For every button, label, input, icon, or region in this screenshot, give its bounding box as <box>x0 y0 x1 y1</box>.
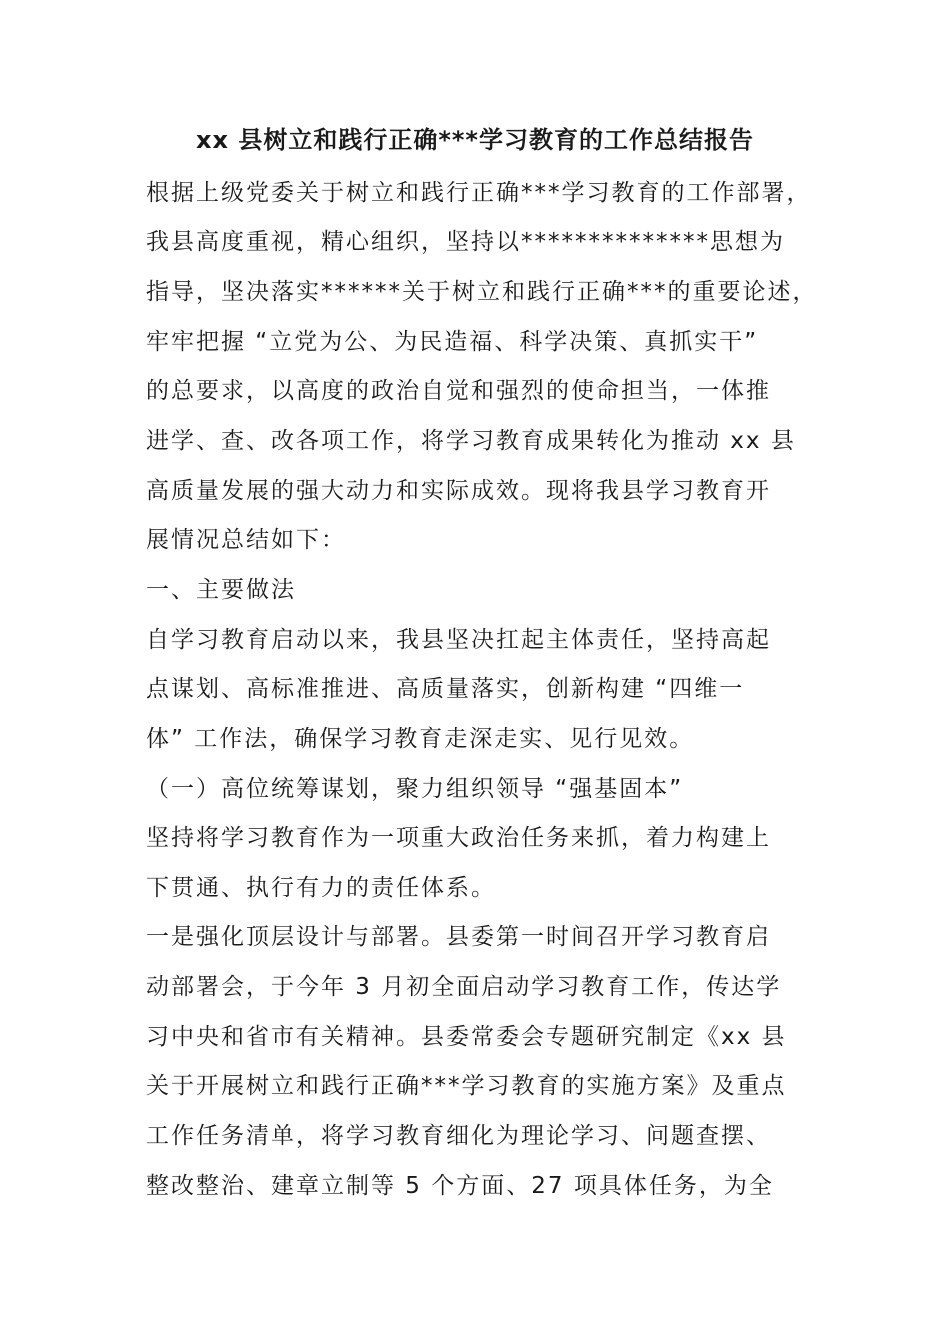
paragraph-line: 下贯通、执行有力的责任体系。 <box>146 875 496 901</box>
section-heading: 一、主要做法 <box>146 577 296 603</box>
paragraph-line: 指导，坚决落实******关于树立和践行正确***的重要论述， <box>146 279 818 305</box>
paragraph-line: 工作任务清单，将学习教育细化为理论学习、问题查摆、 <box>146 1123 771 1149</box>
paragraph-line: 牢牢把握 “立党为公、为民造福、科学决策、真抓实干” <box>146 329 759 355</box>
paragraph-line: 一是强化顶层设计与部署。县委第一时间召开学习教育启 <box>146 924 771 950</box>
paragraph-line: 高质量发展的强大动力和实际成效。现将我县学习教育开 <box>146 478 771 504</box>
paragraph-line: 动部署会，于今年 3 月初全面启动学习教育工作，传达学 <box>146 974 782 1000</box>
paragraph-line: 习中央和省市有关精神。县委常委会专题研究制定《xx 县 <box>146 1024 787 1050</box>
paragraph-line: 整改整治、建章立制等 5 个方面、27 项具体任务，为全 <box>146 1173 774 1199</box>
paragraph-line: 点谋划、高标准推进、高质量落实，创新构建 “四维一 <box>146 676 745 702</box>
paragraph-line: 的总要求，以高度的政治自觉和强烈的使命担当，一体推 <box>146 378 771 404</box>
paragraph-line: 我县高度重视，精心组织，坚持以**************思想为 <box>146 229 785 255</box>
paragraph-line: 关于开展树立和践行正确***学习教育的实施方案》及重点 <box>146 1073 787 1099</box>
paragraph-line: 进学、查、改各项工作，将学习教育成果转化为推动 xx 县 <box>146 428 796 454</box>
document-title: xx 县树立和践行正确***学习教育的工作总结报告 <box>196 126 754 154</box>
paragraph-line: 坚持将学习教育作为一项重大政治任务来抓，着力构建上 <box>146 825 771 851</box>
subsection-heading: （一）高位统筹谋划，聚力组织领导 “强基固本” <box>146 776 684 802</box>
paragraph-line: 根据上级党委关于树立和践行正确***学习教育的工作部署， <box>146 180 812 206</box>
paragraph-line: 展情况总结如下： <box>146 527 346 553</box>
paragraph-line: 自学习教育启动以来，我县坚决扛起主体责任，坚持高起 <box>146 627 771 653</box>
paragraph-line: 体” 工作法，确保学习教育走深走实、见行见效。 <box>146 726 695 752</box>
